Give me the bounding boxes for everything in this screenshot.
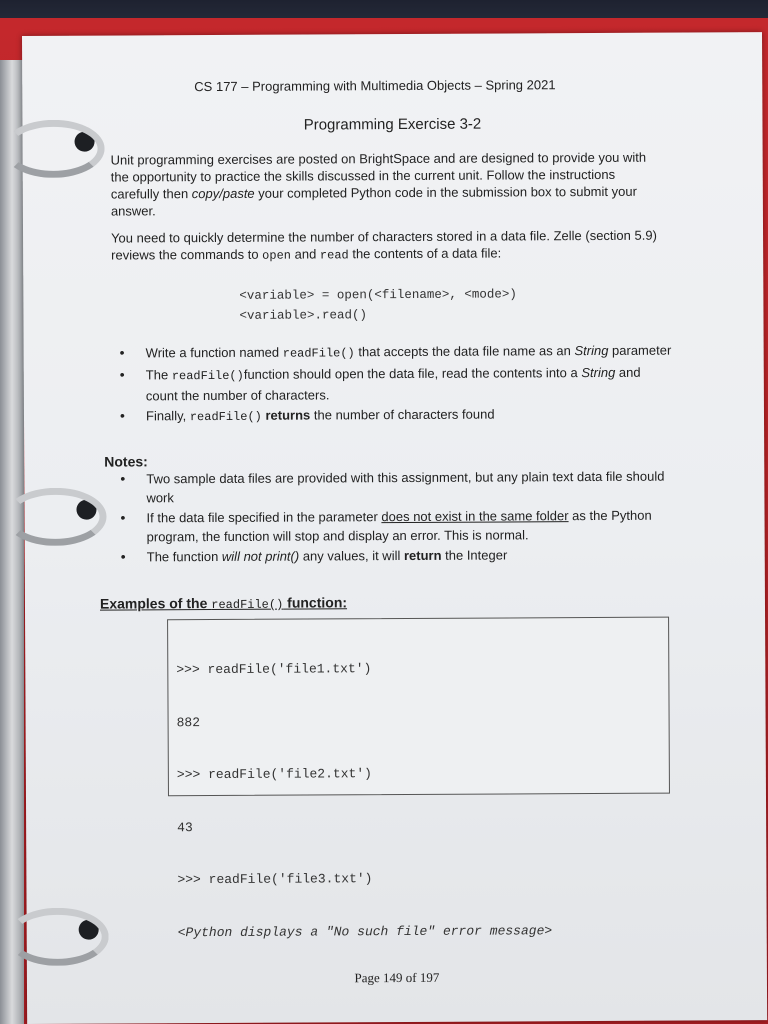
intro-italic: copy/paste (191, 185, 255, 202)
example-line: >>> readFile('file3.txt') (177, 871, 373, 888)
list-item: • The function will not print() any values, it will return the Integer (107, 545, 687, 567)
example-line: 43 (177, 819, 193, 835)
list-item: • If the data file specified in the parameter does not exist in the same folder as the Python program, the function will stop and display an error. This is normal. (106, 506, 686, 547)
intro-text: Unit programming exercises are posted on BrightSpace and are designed to provide you with the opportunity to practice the skills discussed in the current unit. Follow the instructions carefully then (110, 149, 647, 202)
code-read: read (319, 248, 349, 263)
binder-spine (0, 60, 24, 1024)
example-line: >>> readFile('file1.txt') (176, 661, 372, 678)
intro-text-end: your completed Python code in the submission box to submit your answer. (110, 183, 637, 219)
examples-code (176, 624, 552, 976)
list-item: • Write a function named readFile() that accepts the data file name as an String parameter (106, 341, 676, 365)
examples-box (167, 617, 670, 940)
notes-list (106, 467, 687, 568)
course-header: CS 177 – Programming with Multimedia Objects – Spring 2021 (194, 77, 556, 95)
requirements-list (106, 341, 676, 429)
notes-heading: Notes: (104, 453, 148, 470)
binder-ring (7, 908, 109, 967)
commands-paragraph (111, 227, 659, 266)
code-line: <variable>.read() (239, 308, 368, 323)
page-number: Page 149 of 197 (354, 969, 440, 986)
list-item: • The readFile()function should open the data file, read the contents into a String and count the number of characters. (106, 363, 676, 406)
code-open: open (262, 248, 292, 263)
example-line: <Python displays a "No such file" error message> (177, 922, 553, 940)
para2-and: and (290, 246, 320, 262)
code-line: <variable> = open(<filename>, <mode>) (239, 287, 517, 303)
para2-end: the contents of a data file: (348, 245, 502, 262)
binder-ring (4, 488, 106, 547)
example-line: 882 (176, 714, 201, 730)
intro-paragraph (111, 149, 659, 220)
syntax-block (239, 284, 517, 325)
list-item: • Finally, readFile() returns the number of characters found (106, 404, 676, 428)
example-line: >>> readFile('file2.txt') (176, 766, 372, 783)
para2-text: You need to quickly determine the number of characters stored in a data file. Zelle (section 5.9) reviews the commands to (111, 227, 657, 263)
list-item: • Two sample data files are provided with this assignment, but any plain text data file should work (106, 467, 686, 508)
page-title: Programming Exercise 3-2 (303, 115, 482, 134)
document-page (22, 32, 767, 1024)
examples-heading: Examples of the readFile() function: (99, 594, 348, 613)
